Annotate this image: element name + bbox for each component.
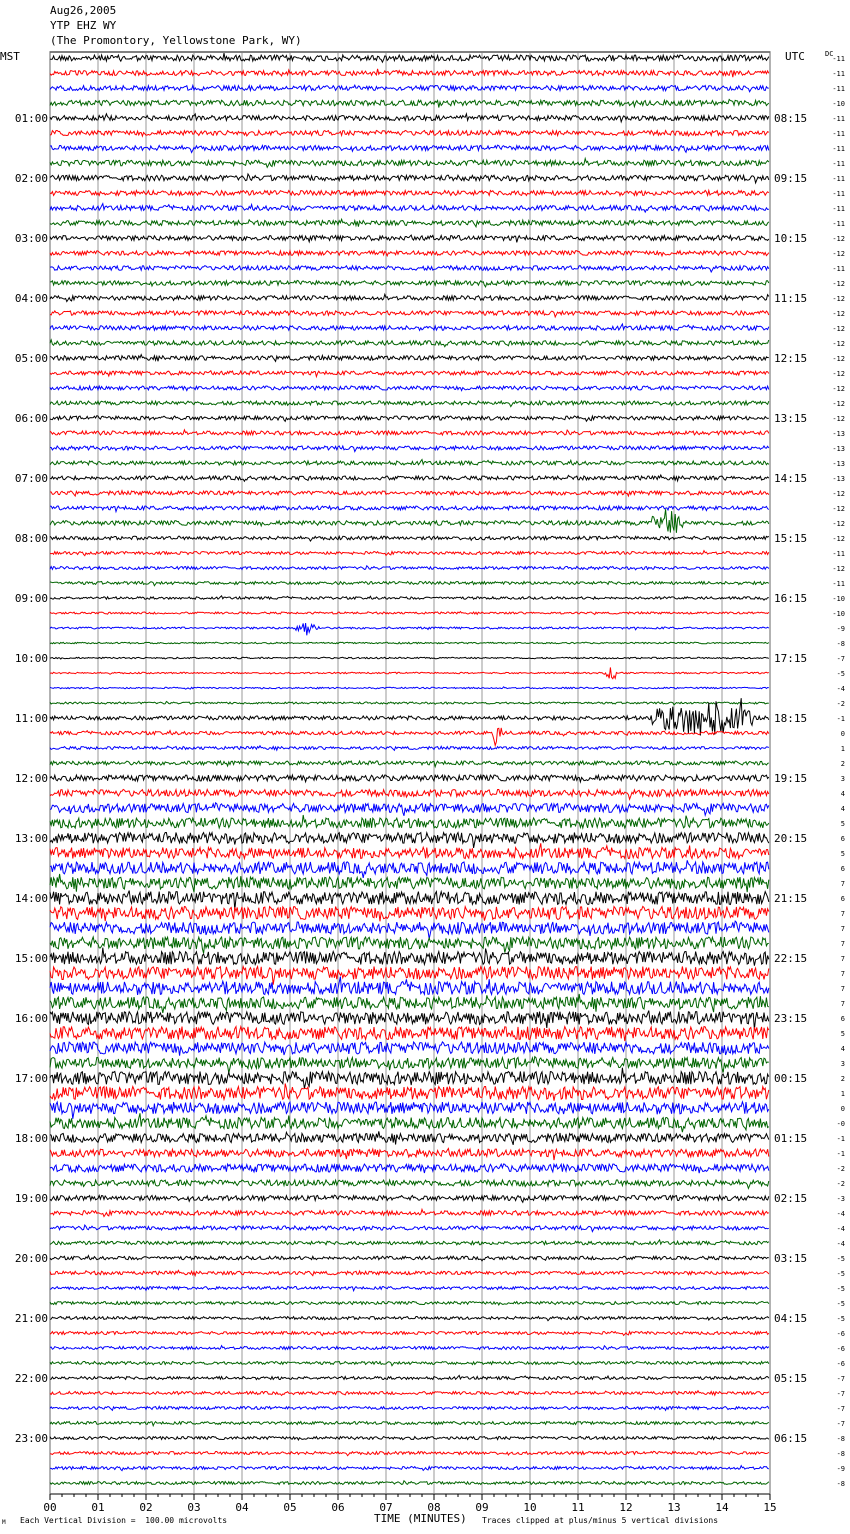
trace-row	[50, 1057, 769, 1073]
x-axis-title: TIME (MINUTES)	[374, 1512, 467, 1525]
trace-row	[50, 728, 769, 746]
dc-offset-label: -13	[832, 460, 845, 468]
corner-mark: M	[2, 1519, 6, 1526]
dc-offset-label: -6	[836, 1360, 845, 1368]
right-hour-label: 02:15	[774, 1192, 808, 1205]
left-hour-label: 19:00	[14, 1192, 48, 1205]
dc-offset-label: -12	[832, 520, 845, 528]
trace-row	[50, 174, 769, 183]
x-tick-label: 03	[187, 1501, 201, 1514]
dc-offset-label: 7	[840, 880, 845, 888]
right-hour-label: 00:15	[774, 1072, 808, 1085]
dc-offset-label: -2	[836, 1165, 845, 1173]
dc-offset-label: -11	[832, 85, 845, 93]
dc-offset-label: -5	[836, 1315, 845, 1323]
x-tick-label: 04	[235, 1501, 249, 1514]
dc-offset-label: 2	[840, 1075, 845, 1083]
trace-row	[50, 1362, 769, 1366]
left-hour-label: 16:00	[14, 1012, 48, 1025]
dc-offset-label: 1	[840, 1090, 845, 1098]
x-tick-label: 01	[91, 1501, 105, 1514]
plot-date: Aug26,2005	[50, 4, 117, 17]
left-hour-label: 15:00	[14, 952, 48, 965]
trace-row	[50, 1068, 769, 1089]
trace-row	[50, 355, 769, 362]
dc-offset-label: -2	[836, 1180, 845, 1188]
x-tick-label: 07	[379, 1501, 393, 1514]
left-hour-label: 04:00	[14, 292, 48, 305]
trace-row	[50, 1011, 769, 1030]
dc-offset-label: 7	[840, 970, 845, 978]
trace-row	[50, 1406, 769, 1410]
dc-offset-label: 0	[840, 1105, 845, 1113]
dc-offset-label: 7	[840, 1000, 845, 1008]
trace-row	[50, 623, 769, 635]
dc-offset-label: -12	[832, 505, 845, 513]
dc-offset-label: -7	[836, 1390, 845, 1398]
trace-row	[50, 53, 769, 62]
trace-row	[50, 430, 769, 435]
trace-row	[50, 937, 769, 953]
dc-offset-label: -11	[832, 175, 845, 183]
right-hour-label: 16:15	[774, 592, 808, 605]
trace-row	[50, 1042, 769, 1056]
trace-row	[50, 1195, 769, 1202]
dc-offset-label: 4	[840, 1045, 845, 1053]
dc-offset-label: 7	[840, 940, 845, 948]
trace-row	[50, 69, 769, 77]
trace-row	[50, 761, 769, 767]
dc-offset-label: 2	[840, 760, 845, 768]
dc-offset-label: -11	[832, 70, 845, 78]
right-hour-label: 11:15	[774, 292, 808, 305]
trace-row	[50, 99, 769, 107]
trace-row	[50, 1286, 769, 1290]
trace-row	[50, 340, 769, 347]
trace-row	[50, 509, 769, 533]
right-hour-label: 06:15	[774, 1432, 808, 1445]
dc-offset-label: 1	[840, 745, 845, 753]
trace-row	[50, 642, 769, 644]
dc-offset-label: -11	[832, 130, 845, 138]
station-code: YTP EHZ WY	[50, 19, 117, 32]
station-location: (The Promontory, Yellowstone Park, WY)	[50, 34, 302, 47]
dc-offset-label: -5	[836, 1285, 845, 1293]
seismic-traces	[50, 53, 769, 1485]
trace-row	[50, 371, 769, 377]
x-tick-label: 05	[283, 1501, 297, 1514]
dc-offset-label: -5	[836, 670, 845, 678]
trace-row	[50, 1422, 769, 1426]
trace-row	[50, 1164, 769, 1173]
dc-offset-label: 6	[840, 835, 845, 843]
dc-offset-label: -10	[832, 595, 845, 603]
dc-offset-label: -12	[832, 250, 845, 258]
right-hour-label: 18:15	[774, 712, 808, 725]
dc-offset-label: -12	[832, 535, 845, 543]
right-hour-label: 23:15	[774, 1012, 808, 1025]
trace-row	[50, 416, 769, 422]
trace-row	[50, 582, 769, 586]
trace-row	[50, 460, 769, 466]
dc-offset-label: -11	[832, 115, 845, 123]
scale-note: Each Vertical Division = 100.00 microvolts	[20, 1516, 228, 1525]
trace-row	[50, 775, 769, 782]
trace-row	[50, 1256, 769, 1261]
right-hour-label: 10:15	[774, 232, 808, 245]
trace-row	[50, 114, 769, 122]
trace-row	[50, 1180, 769, 1188]
trace-row	[50, 219, 769, 227]
dc-offset-label: -5	[836, 1300, 845, 1308]
right-hour-label: 19:15	[774, 772, 808, 785]
trace-row	[50, 977, 769, 995]
trace-row	[50, 475, 769, 481]
dc-offset-label: 3	[840, 775, 845, 783]
x-tick-label: 13	[667, 1501, 681, 1514]
trace-row	[50, 906, 769, 921]
left-hour-label: 03:00	[14, 232, 48, 245]
right-hour-label: 04:15	[774, 1312, 808, 1325]
trace-row	[50, 1131, 769, 1145]
dc-offset-label: -9	[836, 1465, 845, 1473]
trace-row	[50, 1302, 769, 1305]
dc-offset-label: -2	[836, 700, 845, 708]
x-tick-label: 15	[763, 1501, 777, 1514]
dc-offset-label: -5	[836, 1270, 845, 1278]
left-hour-label: 21:00	[14, 1312, 48, 1325]
dc-offset-label: -12	[832, 355, 845, 363]
trace-row	[50, 536, 769, 541]
trace-row	[50, 891, 769, 910]
trace-row	[50, 386, 769, 391]
x-tick-label: 00	[43, 1501, 57, 1514]
time-labels	[15, 55, 845, 1514]
left-hour-label: 22:00	[14, 1372, 48, 1385]
dc-offset-label: -12	[832, 400, 845, 408]
trace-row	[50, 204, 769, 213]
trace-row	[50, 1270, 769, 1275]
dc-offset-label: -11	[832, 190, 845, 198]
dc-offset-label: 5	[840, 1030, 845, 1038]
trace-row	[50, 789, 769, 799]
dc-offset-label: -11	[832, 265, 845, 273]
trace-row	[50, 687, 769, 689]
dc-offset-label: -3	[836, 1195, 845, 1203]
dc-offset-label: -9	[836, 625, 845, 633]
trace-row	[50, 1102, 769, 1119]
dc-offset-label: -13	[832, 430, 845, 438]
dc-offset-label: -8	[836, 1450, 845, 1458]
trace-row	[50, 506, 769, 512]
x-tick-label: 12	[619, 1501, 633, 1514]
trace-row	[50, 266, 769, 272]
dc-offset-label: -12	[832, 280, 845, 288]
trace-row	[50, 860, 769, 878]
right-hour-label: 21:15	[774, 892, 808, 905]
left-hour-label: 10:00	[14, 652, 48, 665]
trace-row	[50, 1317, 769, 1321]
dc-offset-label: -4	[836, 685, 845, 693]
dc-offset-label: -10	[832, 610, 845, 618]
right-hour-label: 15:15	[774, 532, 808, 545]
dc-offset-label: 7	[840, 925, 845, 933]
trace-row	[50, 874, 769, 892]
dc-offset-label: 6	[840, 865, 845, 873]
dc-offset-label: -12	[832, 415, 845, 423]
trace-row	[50, 948, 769, 966]
dc-offset-label: -11	[832, 220, 845, 228]
trace-row	[50, 251, 769, 256]
trace-row	[50, 1437, 769, 1440]
trace-row	[50, 1346, 769, 1350]
trace-row	[50, 1391, 769, 1396]
right-hour-label: 22:15	[774, 952, 808, 965]
left-hour-label: 02:00	[14, 172, 48, 185]
trace-row	[50, 294, 769, 301]
dc-offset-label: -12	[832, 295, 845, 303]
dc-offset-label: 7	[840, 910, 845, 918]
trace-row	[50, 491, 769, 496]
dc-offset-label: -1	[836, 1135, 845, 1143]
right-timezone-label: UTC	[785, 50, 805, 63]
left-hour-label: 09:00	[14, 592, 48, 605]
dc-offset-label: -11	[832, 205, 845, 213]
dc-offset-label: -11	[832, 550, 845, 558]
left-hour-label: 14:00	[14, 892, 48, 905]
trace-row	[50, 159, 769, 168]
trace-row	[50, 815, 769, 828]
trace-row	[50, 131, 769, 137]
trace-row	[50, 803, 769, 816]
left-hour-label: 11:00	[14, 712, 48, 725]
trace-row	[50, 280, 769, 287]
x-tick-label: 10	[523, 1501, 537, 1514]
left-hour-label: 05:00	[14, 352, 48, 365]
trace-row	[50, 1113, 769, 1132]
dc-offset-label: -1	[836, 1150, 845, 1158]
dc-offset-label: 6	[840, 895, 845, 903]
left-hour-label: 18:00	[14, 1132, 48, 1145]
dc-offset-header: DC	[825, 50, 834, 58]
dc-offset-label: 7	[840, 985, 845, 993]
dc-offset-label: -12	[832, 325, 845, 333]
trace-row	[50, 1225, 769, 1232]
dc-offset-label: -7	[836, 1420, 845, 1428]
trace-row	[50, 145, 769, 152]
dc-offset-label: -11	[832, 145, 845, 153]
x-tick-label: 08	[427, 1501, 441, 1514]
right-hour-label: 13:15	[774, 412, 808, 425]
right-hour-label: 01:15	[774, 1132, 808, 1145]
dc-offset-label: -12	[832, 370, 845, 378]
left-timezone-label: MST	[0, 50, 20, 63]
trace-row	[50, 446, 769, 452]
dc-offset-label: -12	[832, 310, 845, 318]
x-tick-label: 11	[571, 1501, 585, 1514]
left-hour-label: 20:00	[14, 1252, 48, 1265]
left-hour-label: 07:00	[14, 472, 48, 485]
trace-row	[50, 1084, 769, 1101]
dc-offset-label: -7	[836, 1375, 845, 1383]
clip-note: Traces clipped at plus/minus 5 vertical divisions	[482, 1516, 719, 1525]
left-hour-label: 06:00	[14, 412, 48, 425]
left-hour-label: 12:00	[14, 772, 48, 785]
dc-offset-label: -8	[836, 640, 845, 648]
trace-row	[50, 667, 769, 678]
trace-row	[50, 1481, 769, 1485]
dc-offset-label: -7	[836, 655, 845, 663]
trace-row	[50, 1375, 769, 1379]
dc-offset-label: -0	[836, 1120, 845, 1128]
right-hour-label: 17:15	[774, 652, 808, 665]
x-tick-label: 14	[715, 1501, 729, 1514]
trace-row	[50, 1027, 769, 1042]
dc-offset-label: 4	[840, 805, 845, 813]
dc-offset-label: -11	[832, 55, 845, 63]
dc-offset-label: 7	[840, 955, 845, 963]
left-hour-label: 13:00	[14, 832, 48, 845]
dc-offset-label: -12	[832, 340, 845, 348]
trace-row	[50, 551, 769, 556]
dc-offset-label: -12	[832, 385, 845, 393]
dc-offset-label: -8	[836, 1480, 845, 1488]
trace-row	[50, 1240, 769, 1245]
dc-offset-label: -6	[836, 1345, 845, 1353]
x-tick-label: 06	[331, 1501, 345, 1514]
left-hour-label: 08:00	[14, 532, 48, 545]
dc-offset-label: -12	[832, 565, 845, 573]
right-hour-label: 20:15	[774, 832, 808, 845]
trace-row	[50, 566, 769, 570]
trace-row	[50, 843, 769, 859]
dc-offset-label: -13	[832, 445, 845, 453]
dc-offset-label: 4	[840, 790, 845, 798]
trace-row	[50, 401, 769, 407]
dc-offset-label: -5	[836, 1255, 845, 1263]
dc-offset-label: -12	[832, 235, 845, 243]
trace-row	[50, 921, 769, 939]
trace-row	[50, 190, 769, 195]
trace-row	[50, 1209, 769, 1216]
right-hour-label: 12:15	[774, 352, 808, 365]
x-tick-label: 02	[139, 1501, 153, 1514]
dc-offset-label: 5	[840, 850, 845, 858]
dc-offset-label: -8	[836, 1435, 845, 1443]
dc-offset-label: 5	[840, 820, 845, 828]
dc-offset-label: -4	[836, 1240, 845, 1248]
right-hour-label: 14:15	[774, 472, 808, 485]
dc-offset-label: -10	[832, 100, 845, 108]
trace-row	[50, 833, 769, 848]
x-tick-label: 09	[475, 1501, 489, 1514]
dc-offset-label: -7	[836, 1405, 845, 1413]
dc-offset-label: -4	[836, 1210, 845, 1218]
dc-offset-label: -13	[832, 475, 845, 483]
dc-offset-label: -4	[836, 1225, 845, 1233]
trace-row	[50, 85, 769, 92]
trace-row	[50, 657, 769, 659]
right-hour-label: 08:15	[774, 112, 808, 125]
trace-row	[50, 1451, 769, 1455]
right-hour-label: 03:15	[774, 1252, 808, 1265]
right-hour-label: 05:15	[774, 1372, 808, 1385]
trace-row	[50, 596, 769, 600]
dc-offset-label: -11	[832, 160, 845, 168]
trace-row	[50, 235, 769, 242]
dc-offset-label: 3	[840, 1060, 845, 1068]
trace-row	[50, 311, 769, 317]
trace-row	[50, 1466, 769, 1471]
dc-offset-label: -11	[832, 580, 845, 588]
trace-row	[50, 324, 769, 330]
trace-row	[50, 702, 769, 705]
dc-offset-label: -6	[836, 1330, 845, 1338]
trace-row	[50, 746, 769, 751]
trace-row	[50, 1331, 769, 1335]
trace-row	[50, 612, 769, 615]
trace-row	[50, 1148, 769, 1160]
trace-row	[50, 994, 769, 1013]
left-hour-label: 01:00	[14, 112, 48, 125]
right-hour-label: 09:15	[774, 172, 808, 185]
left-hour-label: 23:00	[14, 1432, 48, 1445]
dc-offset-label: 6	[840, 1015, 845, 1023]
left-hour-label: 17:00	[14, 1072, 48, 1085]
dc-offset-label: -1	[836, 715, 845, 723]
dc-offset-label: 0	[840, 730, 845, 738]
dc-offset-label: -12	[832, 490, 845, 498]
